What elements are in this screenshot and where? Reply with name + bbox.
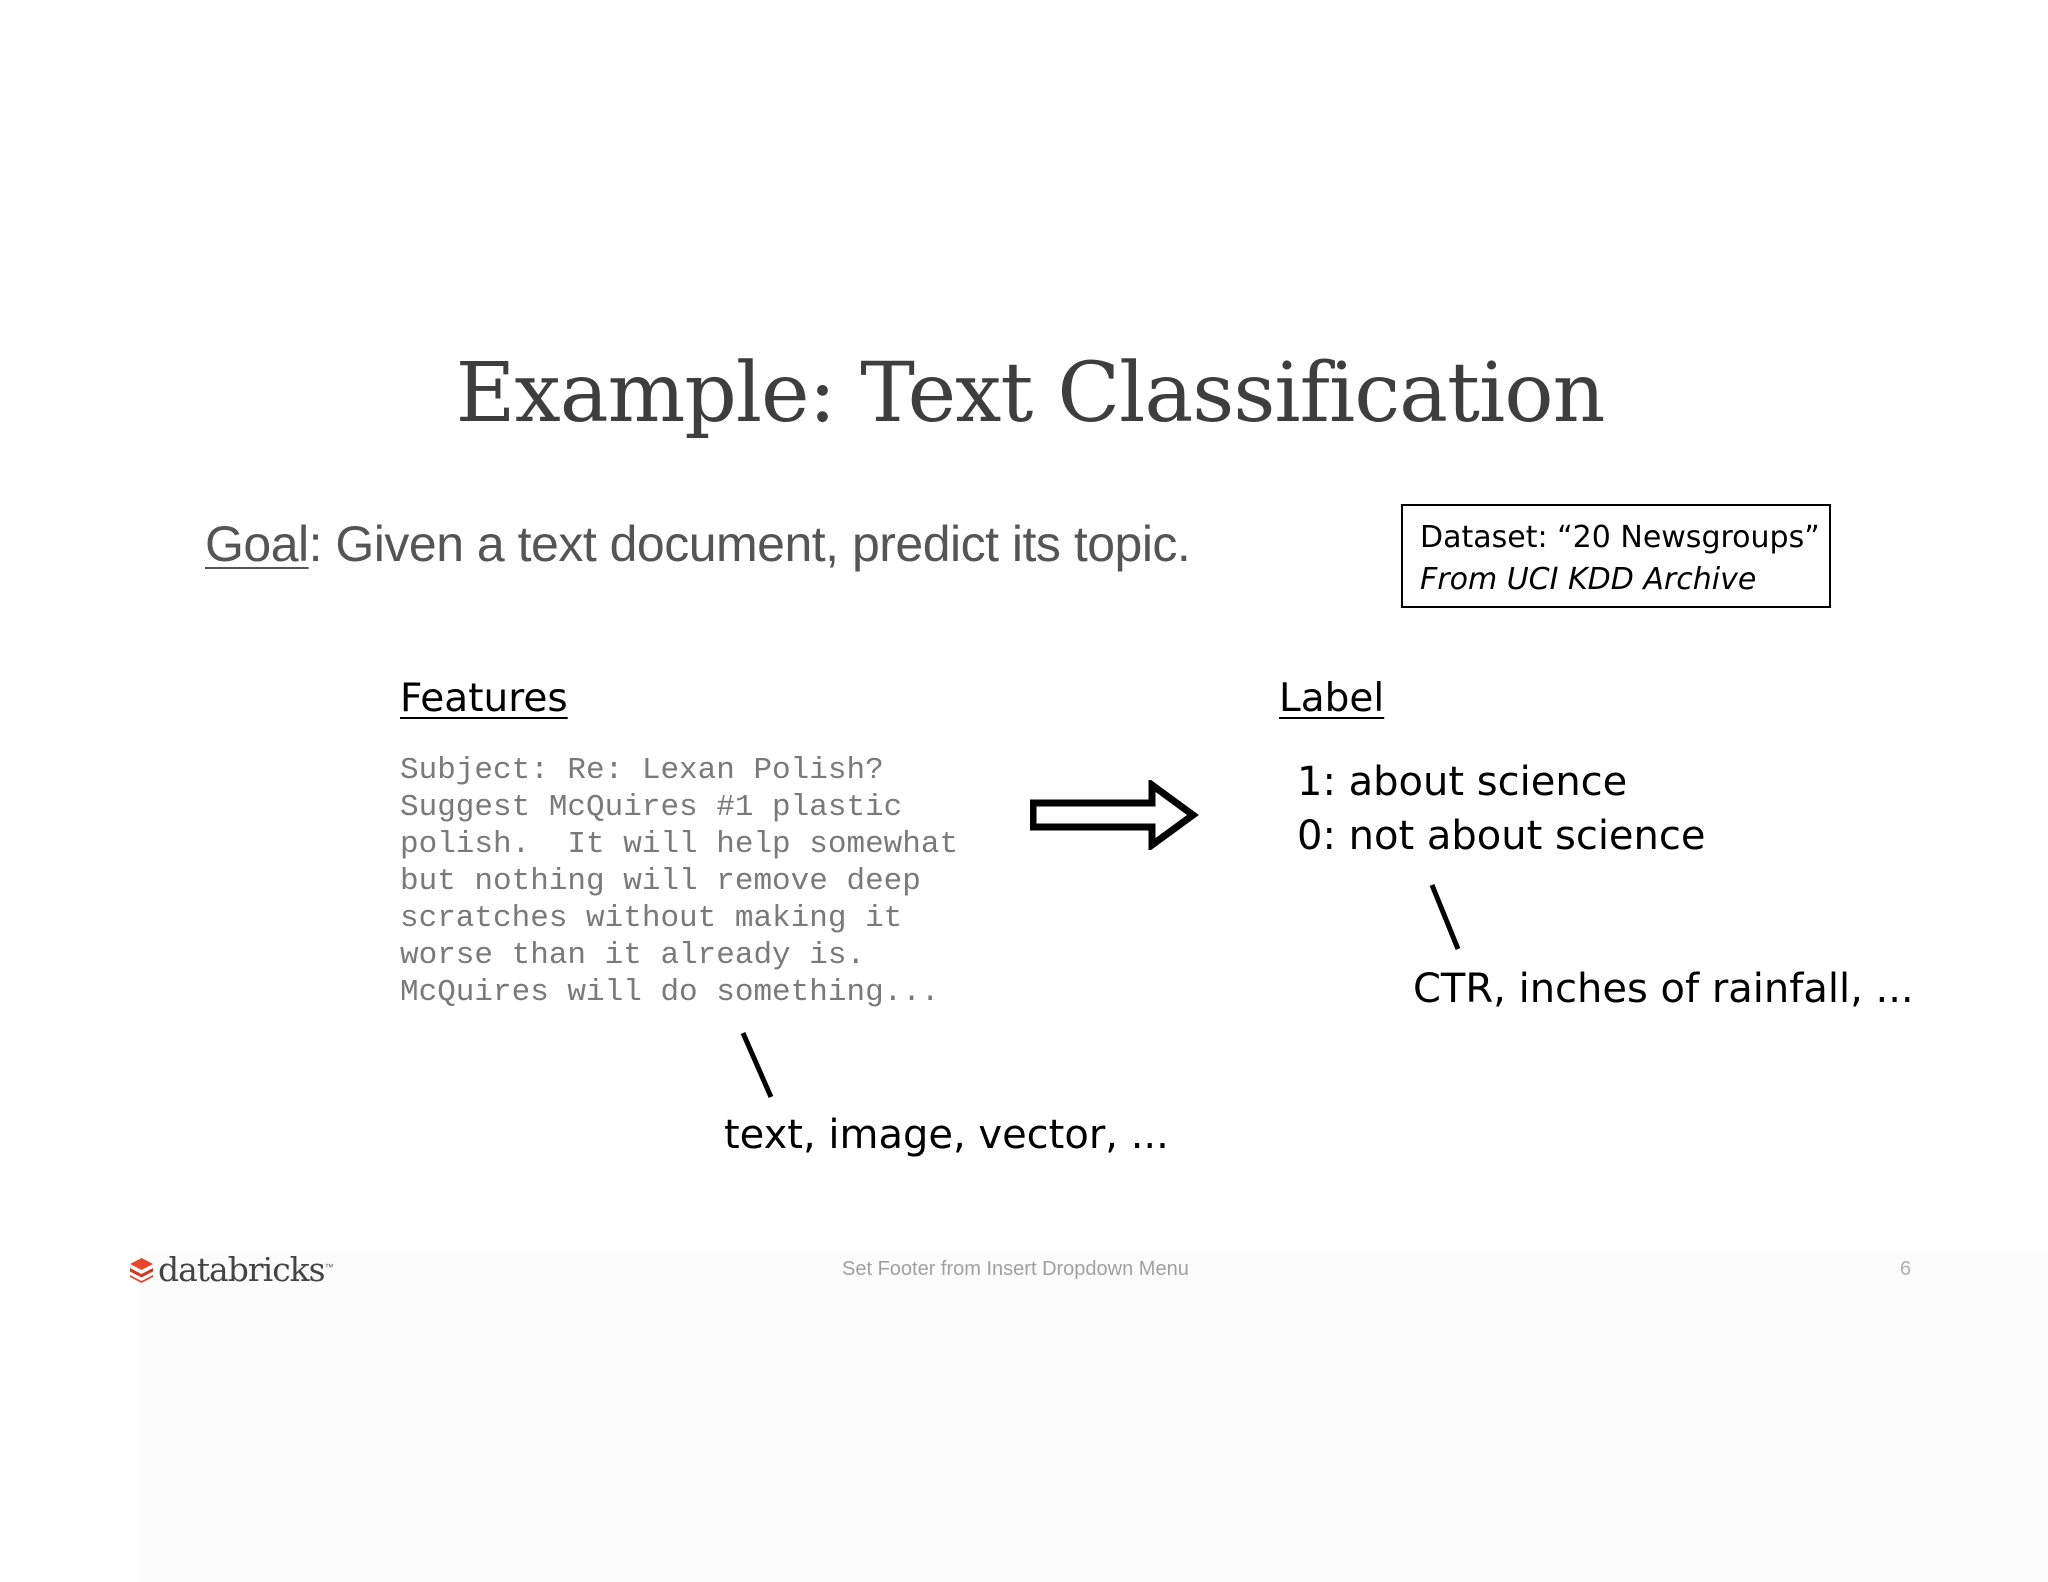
dataset-source: From UCI KDD Archive — [1420, 562, 1757, 597]
logo-trademark: ™ — [324, 1262, 334, 1272]
goal-statement — [205, 515, 1190, 573]
goal-label: Goal — [205, 516, 309, 572]
label-types-note: CTR, inches of rainfall, ... — [1413, 966, 1914, 1012]
backslash-icon — [1425, 882, 1465, 952]
databricks-logo — [128, 1250, 334, 1289]
footer-background — [140, 1250, 2048, 1582]
page-number: 6 — [1900, 1258, 1912, 1280]
features-heading: Features — [400, 676, 568, 721]
right-arrow-icon — [1030, 780, 1200, 850]
slide-title: Example: Text Classification — [455, 346, 1605, 441]
label-item-science: 1: about science — [1297, 759, 1628, 805]
footer-text: Set Footer from Insert Dropdown Menu — [842, 1258, 1189, 1280]
label-item-not-science: 0: not about science — [1297, 813, 1706, 859]
feature-types-note: text, image, vector, ... — [724, 1112, 1169, 1158]
example-document-text: Subject: Re: Lexan Polish? Suggest McQuires #1 plastic polish. It will help somewhat but nothing will remove deep scratches without making it worse than it already is. McQuires will do something... — [400, 753, 959, 1010]
dataset-name: Dataset: “20 Newsgroups” — [1420, 520, 1820, 555]
goal-text: : Given a text document, predict its topic. — [308, 516, 1191, 572]
backslash-icon — [738, 1030, 778, 1100]
logo-text: databricks — [158, 1250, 325, 1289]
dataset-box — [1401, 504, 1831, 608]
label-heading: Label — [1279, 676, 1385, 721]
databricks-logo-icon — [128, 1256, 155, 1283]
